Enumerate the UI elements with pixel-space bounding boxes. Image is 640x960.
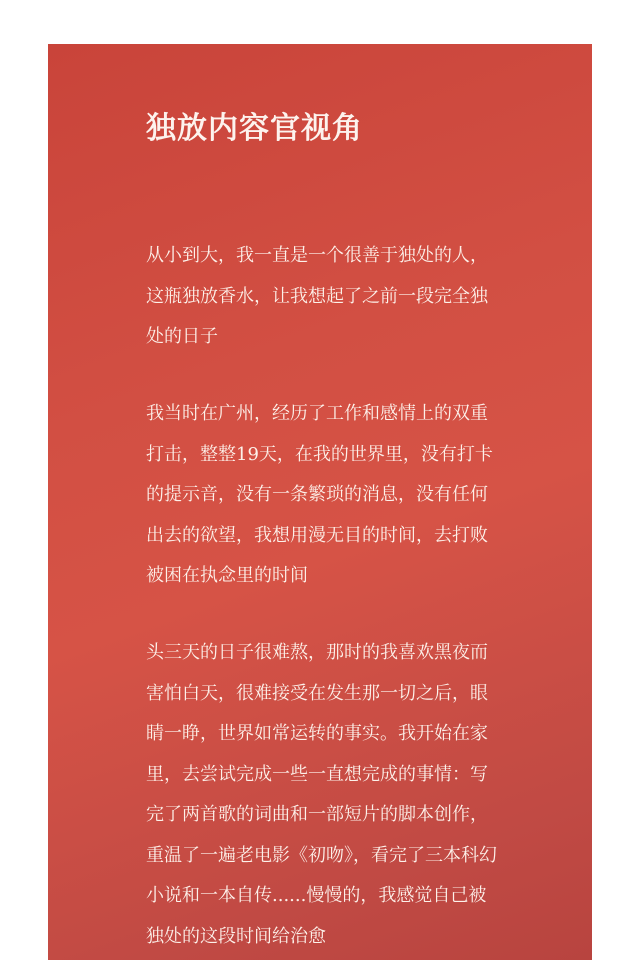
paragraph-1: 从小到大，我一直是一个很善于独处的人，这瓶独放香水，让我想起了之前一段完全独处的日子 [146, 245, 488, 347]
article-title: 独放内容官视角 [146, 111, 363, 146]
paragraph-2: 我当时在广州，经历了工作和感情上的双重打击，整整19天，在我的世界里，没有打卡的提示音，没有一条繁琐的消息，没有任何出去的欲望，我想用漫无目的时间，去打败被困在执念里的时间 [146, 403, 493, 586]
article-card [48, 44, 592, 960]
paragraph-3: 头三天的日子很难熬，那时的我喜欢黑夜而害怕白天，很难接受在发生那一切之后，眼睛一睁，世界如常运转的事实。我开始在家里，去尝试完成一些一直想完成的事情：写完了两首歌的词曲和一部短片的脚本创作，重温了一遍老电影《初吻》，看完了三本科幻小说和一本自传......慢慢的，我感觉自己被独处的这段时间给治愈 [146, 642, 497, 947]
